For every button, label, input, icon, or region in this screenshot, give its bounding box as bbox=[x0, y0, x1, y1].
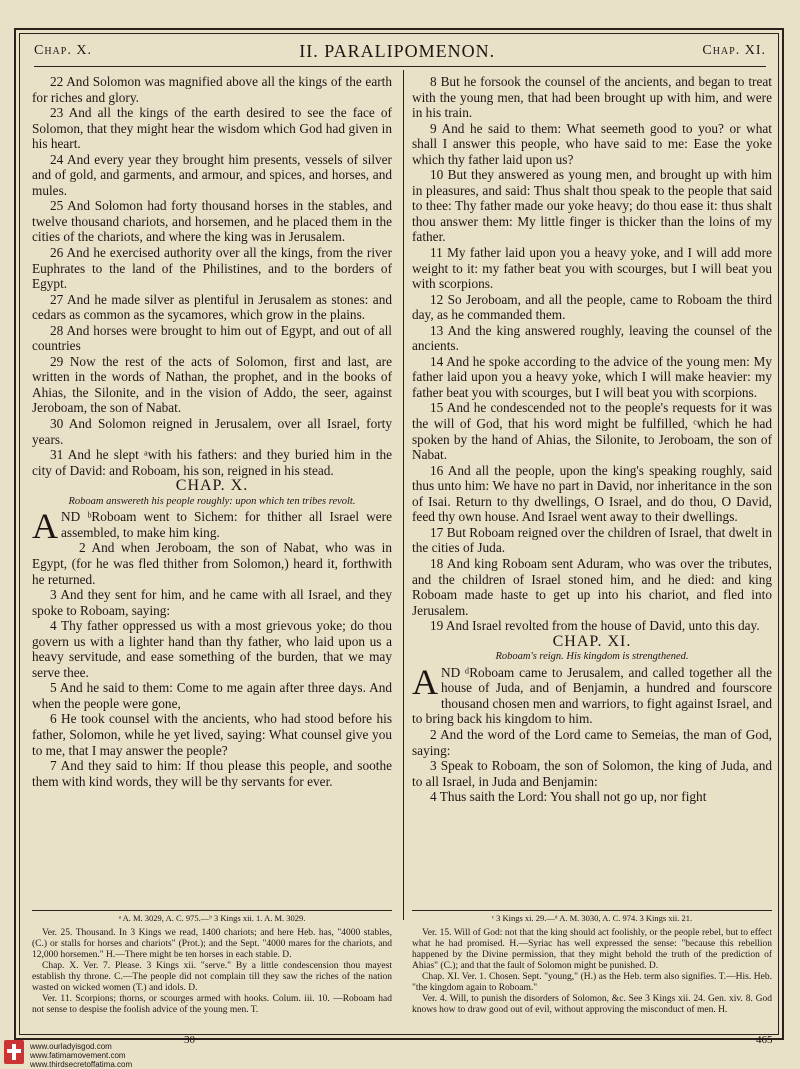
note: Ver. 25. Thousand. In 3 Kings we read, 1400 chariots; and here Heb. has, "4000 stables, (C.) or stalls for horses and chariots" (Prot.); and the Sept. "4000 mares for the chariots, and 12,000 horsemen." H.—There might be ten horses in each stable. D. bbox=[32, 928, 392, 960]
chapter-heading: CHAP. XI. bbox=[552, 632, 632, 650]
drop-cap: A bbox=[32, 506, 58, 547]
watermark-url[interactable]: www.thirdsecretoffatima.com bbox=[30, 1060, 133, 1069]
note: Ver. 4. Will, to punish the disorders of Solomon, &c. See 3 Kings xii. 24. Gen. xiv. 8. God knows how to draw good out of evil, without approving the misconduct of men. H. bbox=[412, 994, 772, 1015]
verse: 10 But they answered as young men, and brought up with him in pleasures, and said: Thus shalt thou speak to the people that said to thee: Thy father made our yoke heavy; do thou ease it: thus shalt thou answer them: My little finger is thicker than the loins of my father. bbox=[412, 167, 772, 245]
chapter-summary: Roboam's reign. His kingdom is strengthened. bbox=[495, 651, 689, 663]
footnote-right: ᶜ 3 Kings xi. 29.—ᵈ A. M. 3030, A. C. 974. 3 Kings xii. 21. bbox=[412, 910, 772, 923]
drop-cap: A bbox=[412, 661, 438, 702]
note: Ver. 11. Scorpions; thorns, or scourges armed with hooks. Colum. iii. 10. —Roboam had not sense to despise the foolish advice of the young men. T. bbox=[32, 994, 392, 1015]
verse: 28 And horses were brought to him out of Egypt, and out of all countries bbox=[32, 322, 392, 354]
verse: 13 And the king answered roughly, leaving the counsel of the ancients. bbox=[412, 322, 772, 354]
verse: 29 Now the rest of the acts of Solomon, first and last, are written in the words of Nathan, the prophet, and in the books of Ahias, the Silonite, and in the vision of Addo, the seer, against Jeroboam, the son of Nabat. bbox=[32, 353, 392, 416]
verse: 3 Speak to Roboam, the son of Solomon, the king of Juda, and to all Israel, in Juda and Benjamin: bbox=[412, 758, 772, 789]
note: Chap. X. Ver. 7. Please. 3 Kings xii. "serve." By a little condescension thou mayest establish thy throne. C.—The people did not complain till they saw the riches of the nation wasted on wicked women (T.) and idols. D. bbox=[32, 961, 392, 993]
header-title: II. PARALIPOMENON. bbox=[299, 40, 496, 61]
verse: 16 And all the people, upon the king's speaking roughly, said thus unto him: We have no part in David, nor inheritance in the son of Isai. Return to thy dwellings, O Israel, and do thou, O David, feed thy own house. And Israel went away to their dwellings. bbox=[412, 462, 772, 525]
verse: 9 And he said to them: What seemeth good to you? or what shall I answer this people, who have said to me: Ease the yoke which thy father laid upon us? bbox=[412, 120, 772, 167]
first-verse-text: ND ᵇRoboam went to Sichem: for thither all Israel were assembled, to make him king. bbox=[61, 509, 392, 540]
verse: 25 And Solomon had forty thousand horses in the stables, and twelve thousand chariots, and horsemen, and he placed them in the cities of the chariots, and where the king was in Jerusalem. bbox=[32, 198, 392, 245]
verse: 15 And he condescended not to the people's requests for it was the will of God, that his word might be fulfilled, ᶜwhich he had spoken by the hand of Ahias, the Silonite, to Jeroboam, the son of Nabat. bbox=[412, 400, 772, 463]
chapter-summary: Roboam answereth his people roughly: upon which ten tribes revolt. bbox=[68, 495, 356, 507]
verse: 23 And all the kings of the earth desired to see the face of Solomon, that they might hear the wisdom which God had given in his heart. bbox=[32, 105, 392, 152]
verse: 22 And Solomon was magnified above all the kings of the earth for riches and glory. bbox=[32, 74, 392, 105]
page-frame bbox=[14, 28, 784, 1046]
commentary-right bbox=[412, 928, 772, 1016]
verse: 12 So Jeroboam, and all the people, came to Roboam the third day, as he commanded them. bbox=[412, 291, 772, 323]
page-number-left: 30 bbox=[184, 1034, 195, 1046]
verse: 7 And they said to him: If thou please this people, and soothe them with kind words, they will be thy servants for ever. bbox=[32, 758, 392, 789]
verse: 4 Thy father oppressed us with a most grievous yoke; do thou govern us with a lighter hand than thy father, who laid upon us a heavy servitude, and ease something of the burden, that we may serve thee. bbox=[32, 618, 392, 680]
verse: 4 Thus saith the Lord: You shall not go up, nor fight bbox=[430, 789, 707, 805]
verse: 26 And he exercised authority over all the kings, from the river Euphrates to the land of the Philistines, and to the borders of Egypt. bbox=[32, 245, 392, 292]
verse: 2 And when Jeroboam, the son of Nabat, who was in Egypt, (for he was fled thither from Solomon,) heard it, forthwith he returned. bbox=[32, 540, 392, 587]
cross-logo-icon bbox=[4, 1040, 24, 1064]
verse: 6 He took counsel with the ancients, who had stood before his father, Solomon, while he yet lived, saying: What counsel give you to me, that I may answer the people? bbox=[32, 711, 392, 758]
verse: 3 And they sent for him, and he came with all Israel, and they spoke to Roboam, saying: bbox=[32, 587, 392, 618]
header-right: Chap. XI. bbox=[702, 43, 766, 58]
footnote-left: ᵃ A. M. 3029, A. C. 975.—ᵇ 3 Kings xii. 1. A. M. 3029. bbox=[32, 910, 392, 923]
running-header bbox=[34, 36, 766, 67]
header-left: Chap. X. bbox=[34, 43, 92, 58]
first-verse-text: ND ᵈRoboam came to Jerusalem, and called together all the house of Juda, and of Benjamin, a hundred and fourscore thousand chosen men and warriors, to fight against Israel, and to bring back his kingdom to him. bbox=[412, 664, 772, 727]
right-column bbox=[412, 74, 772, 805]
verse: 2 And the word of the Lord came to Semeias, the man of God, saying: bbox=[412, 726, 772, 758]
verse: 11 My father laid upon you a heavy yoke, and I will add more weight to it: my father beat you with scourges, but I will beat you with scorpions. bbox=[412, 245, 772, 292]
chapter-heading: CHAP. X. bbox=[175, 477, 249, 495]
verse: 27 And he made silver as plentiful in Jerusalem as stones: and cedars as common as the sycamores, which grow in the plains. bbox=[32, 291, 392, 323]
watermark bbox=[30, 1042, 132, 1069]
commentary-left bbox=[32, 928, 392, 1016]
verse: 30 And Solomon reigned in Jerusalem, over all Israel, forty years. bbox=[32, 416, 392, 447]
note: Ver. 15. Will of God: not that the king should act foolishly, or the people rebel, but to effect what he had promised. H.—Syriac has well expressed the sense: "because this rebellion happened by the Divine permission, that they might behold the truth of the prediction of Ahias" (C.); and that the fault of Solomon might be punished. D. bbox=[412, 928, 772, 971]
verse: 19 And Israel revolted from the house of David, unto this day. bbox=[430, 618, 760, 634]
note: Chap. XI. Ver. 1. Chosen. Sept. "young," (H.) as the Heb. term also signifies. T.—His. Heb. "the kingdom again to Roboam." bbox=[412, 972, 772, 993]
column-divider bbox=[403, 70, 404, 920]
watermark-url[interactable]: www.fatimamovement.com bbox=[30, 1051, 126, 1060]
left-column bbox=[32, 74, 392, 789]
watermark-url[interactable]: www.ourladyisgod.com bbox=[30, 1042, 112, 1051]
verse: 8 But he forsook the counsel of the ancients, and began to treat with the young men, that had been brought up with him, and were in his train. bbox=[412, 74, 772, 121]
page-number-right: 465 bbox=[756, 1034, 773, 1046]
verse: 31 And he slept ᵃwith his fathers: and they buried him in the city of David: and Roboam, his son, reigned in his stead. bbox=[32, 447, 392, 478]
verse: 24 And every year they brought him presents, vessels of silver and of gold, and garments, and armour, and spices, and horses, and mules. bbox=[32, 151, 392, 198]
verse: 14 And he spoke according to the advice of the young men: My father laid upon you a heavy yoke, which I will make heavier: my father beat you with scourges, but I will beat you with scorpions. bbox=[412, 353, 772, 400]
verse: 18 And king Roboam sent Aduram, who was over the tributes, and the children of Israel stoned him, and he died: and king Roboam made haste to get up into his chariot, and fled into Jerusalem. bbox=[412, 555, 772, 618]
chapter-first-verse bbox=[412, 661, 772, 727]
chapter-first-verse bbox=[32, 506, 392, 547]
verse: 17 But Roboam reigned over the children of Israel, that dwelt in the cities of Juda. bbox=[412, 524, 772, 556]
verse: 5 And he said to them: Come to me again after three days. And when the people were gone, bbox=[32, 680, 392, 711]
